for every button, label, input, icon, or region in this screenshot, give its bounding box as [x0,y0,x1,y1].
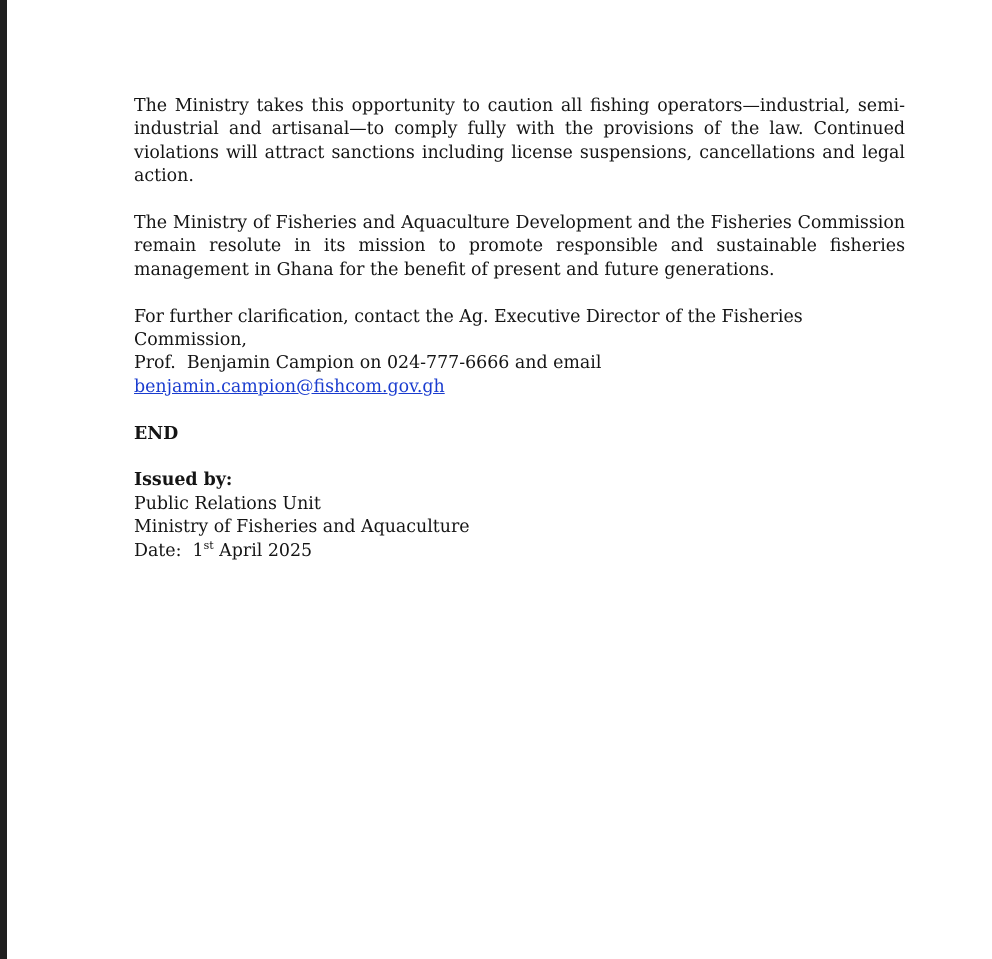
issuing-ministry: Ministry of Fisheries and Aquaculture [134,517,470,538]
issue-date-ordinal: st [203,538,214,552]
document-page [7,0,992,959]
issue-date [134,540,905,563]
issued-by-block [134,469,905,563]
issuing-unit: Public Relations Unit [134,493,321,514]
issue-date-rest: April 2025 [213,540,313,561]
caution-paragraph: The Ministry takes this opportunity to caution all fishing operators—industrial, semi-industrial and artisanal—to comply fully with the provisions of the law. Continued violations will attract sanctions including license suspensions, cancellations and legal action. [134,96,905,187]
contact-line-1: For further clarification, contact the Ag. Executive Director of the Fisheries Commission, [134,306,803,351]
page-content [134,95,905,563]
email-link[interactable]: benjamin.campion@fishcom.gov.gh [134,376,445,397]
issue-date-prefix: Date: 1 [134,540,204,561]
issued-by-heading: Issued by: [134,470,233,491]
viewer-left-edge [0,0,7,959]
contact-line-2: Prof. Benjamin Campion on 024-777-6666 and email [134,353,602,374]
end-marker: END [134,423,179,444]
contact-paragraph [134,306,905,400]
mission-paragraph: The Ministry of Fisheries and Aquaculture Development and the Fisheries Commission remain resolute in its mission to promote responsible and sustainable fisheries management in Ghana for the benefit of present and future generations. [134,213,905,280]
